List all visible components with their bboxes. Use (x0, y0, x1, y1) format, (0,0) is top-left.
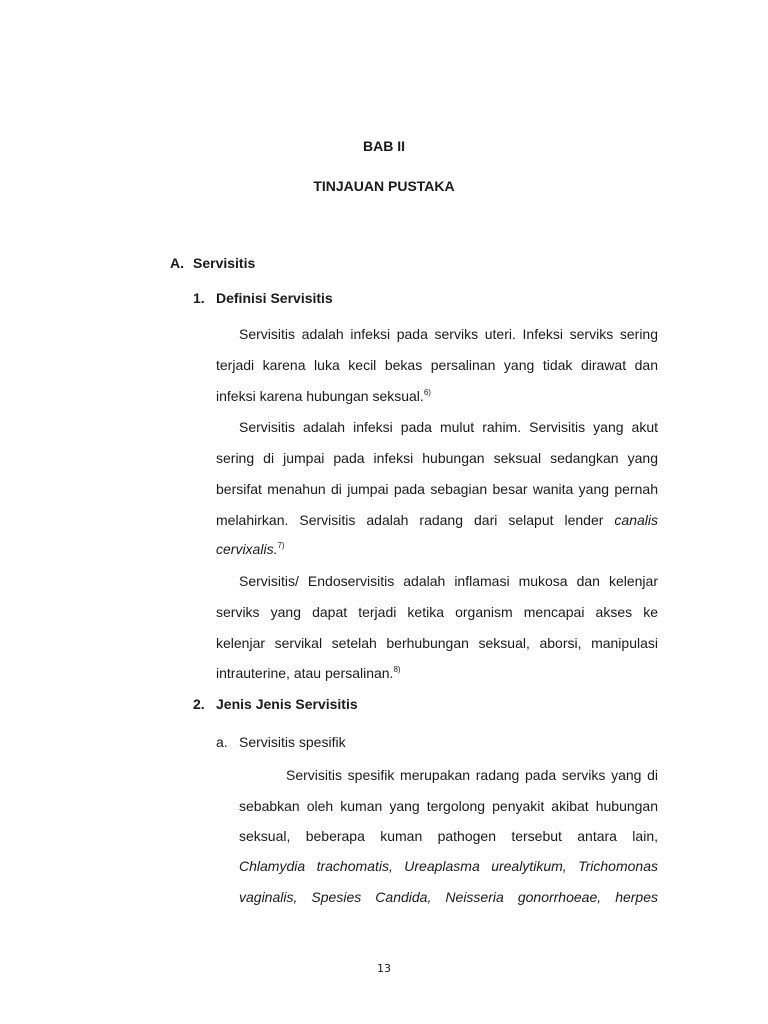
para3-line4: intrauterine, atau persalinan.$^{8)}$ (216, 665, 401, 681)
italic-term: canalis (614, 512, 658, 528)
para3-line2: serviks yang dapat terjadi ketika organism mencapai akses ke (216, 604, 658, 620)
section-a-marker: A. (170, 255, 184, 271)
para2-line3: bersifat menahun di jumpai pada sebagian besar wanita yang pernah (216, 481, 658, 497)
para4-line1: Servisitis spesifik merupakan radang pada serviks yang di (286, 767, 658, 783)
citation-8: 8) (393, 665, 401, 674)
subsection-2-marker: 2. (193, 696, 205, 712)
para2-line2: sering di jumpai pada infeksi hubungan seksual sedangkan yang (216, 450, 658, 466)
para2-line1: Servisitis adalah infeksi pada mulut rahim. Servisitis yang akut (239, 419, 658, 435)
para3-line1: Servisitis/ Endoservisitis adalah inflamasi mukosa dan kelenjar (239, 573, 658, 589)
para4-line3: seksual, beberapa kuman pathogen tersebut antara lain, (239, 828, 658, 844)
para2-line4: melahirkan. Servisitis adalah radang dari selaput lender canalis (216, 512, 658, 528)
para3-line3: kelenjar servikal setelah berhubungan seksual, aborsi, manipulasi (216, 635, 658, 651)
section-a-title: Servisitis (193, 255, 256, 271)
para1-line1: Servisitis adalah infeksi pada serviks uteri. Infeksi serviks sering (239, 326, 658, 342)
citation-7: 7) (277, 541, 285, 550)
subsection-2-title: Jenis Jenis Servisitis (216, 696, 358, 712)
chapter-label: BAB II (363, 138, 405, 154)
para4-line2: sebabkan oleh kuman yang tergolong penyakit akibat hubungan (239, 798, 658, 814)
item-a-marker: a. (216, 734, 228, 750)
para1-line3: infeksi karena hubungan seksual.$^{6)}$ (216, 388, 431, 404)
para2-line5: cervixalis.$^{7)}$ (216, 541, 285, 557)
para4-line5: vaginalis, Spesies Candida, Neisseria gonorrhoeae, herpes (239, 889, 658, 905)
citation-6: 6) (423, 388, 431, 397)
subsection-1-title: Definisi Servisitis (216, 290, 333, 306)
para4-line4: Chlamydia trachomatis, Ureaplasma urealytikum, Trichomonas (239, 858, 658, 874)
page-number: 13 (377, 962, 391, 975)
item-a-title: Servisitis spesifik (239, 734, 346, 750)
para1-line2: terjadi karena luka kecil bekas persalinan yang tidak dirawat dan (216, 357, 658, 373)
chapter-title: TINJAUAN PUSTAKA (313, 178, 455, 194)
subsection-1-marker: 1. (193, 290, 205, 306)
